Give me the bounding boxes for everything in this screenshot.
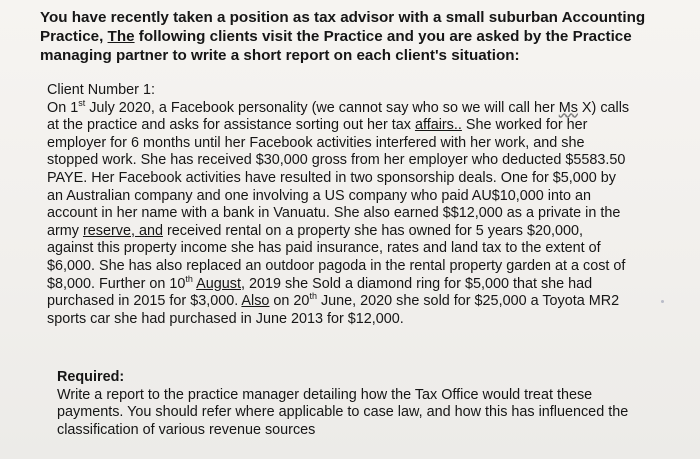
stray-dot [661,300,664,303]
client-line: army reserve, and received rental on a property she has owned for 5 years $20,000, [47,222,583,239]
required-line: payments. You should refer where applicable to case law, and how this has influenced the [57,404,629,421]
underlined-word: reserve, and [82,222,163,239]
client-line: On 1st July 2020, a Facebook personality (we cannot say who so we will call her Ms X) calls [47,97,630,116]
intro-paragraph [40,8,670,65]
client-line: sports car she had purchased in June 2013 for $12,000. [47,310,404,327]
client-line: stopped work. She has received $30,000 gross from her employer who deducted $5583.50 [47,152,626,169]
underlined-word: August, [196,275,245,292]
required-line: Write a report to the practice manager detailing how the Tax Office would treat these [57,386,593,403]
intro-line: You have recently taken a position as tax advisor with a small suburban Accounting [40,9,646,26]
required-line: classification of various revenue sources [57,421,316,438]
underlined-word: Also [241,293,270,310]
client-line: employer for 6 months until her Facebook activities interfered with her work, and she [47,134,585,151]
required-heading: Required: [57,369,125,385]
intro-line: managing partner to write a short report on each client's situation: [40,47,520,64]
intro-line: Practice, The following clients visit the Practice and you are asked by the Practice [40,28,632,45]
client-line: against this property income she has paid insurance, rates and land tax to the extent of [47,240,601,257]
client-line: at the practice and asks for assistance sorting out her tax affairs.. She worked for her [47,117,588,134]
spellcheck-word: Ms [558,99,578,116]
client-paragraph [47,82,667,328]
client-line: purchased in 2015 for $3,000. Also on 20th June, 2020 she sold for $25,000 a Toyota MR2 [47,291,620,310]
client-heading: Client Number 1: [47,82,155,98]
underlined-word: affairs.. [414,117,462,134]
client-line: account in her name with a bank in Vanuatu. She also earned $$12,000 as a private in the [47,205,621,222]
underlined-word: The [107,28,135,45]
required-section [57,369,657,439]
client-line: an Australian company and one involving a US company who paid AU$10,000 into an [47,187,592,204]
client-line: $8,000. Further on 10th August, 2019 she Sold a diamond ring for $5,000 that she had [47,273,593,292]
client-line: PAYE. Her Facebook activities have resulted in two sponsorship deals. One for $5,000 by [47,169,616,186]
client-line: $6,000. She has also replaced an outdoor pagoda in the rental property garden at a cost of [47,257,626,274]
